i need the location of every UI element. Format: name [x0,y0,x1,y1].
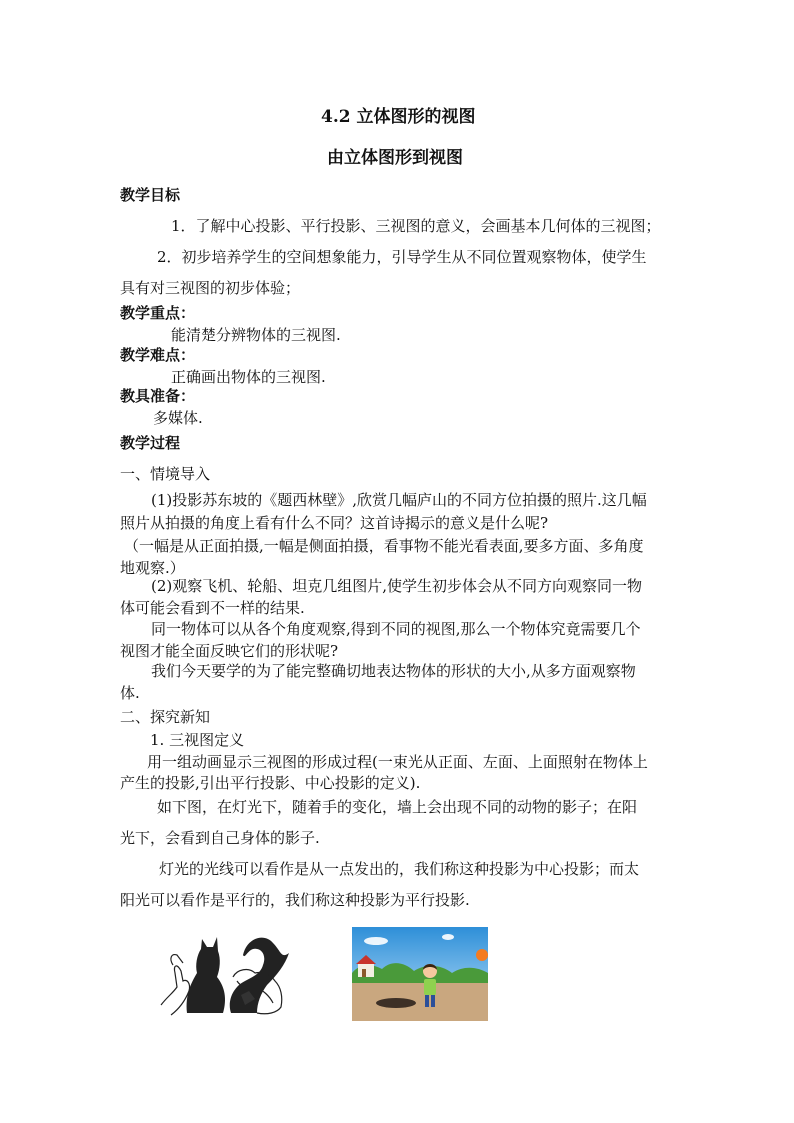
tools-text: 多媒体. [153,409,203,427]
objective-item-2: 2．初步培养学生的空间想象能力，引导学生从不同位置观察物体，使学生 [157,248,647,266]
paragraph-6-cont: 产生的投影,引出平行投影、中心投影的定义). [120,774,421,792]
paragraph-4: 同一物体可以从各个角度观察,得到不同的视图,那么一个物体究竟需要几个 [151,620,641,638]
paragraph-5: 我们今天要学的为了能完整确切地表达物体的形状的大小,从多方面观察物 [151,662,636,680]
objectives-heading: 教学目标 [120,186,181,204]
paragraph-3: (2)观察飞机、轮船、坦克几组图片,使学生初步体会从不同方向观察同一物 [151,577,643,595]
key-point-heading: 教学重点： [120,304,196,322]
section-2-heading: 二、探究新知 [120,708,211,726]
page-title: 4.2 立体图形的视图 [321,107,476,127]
paragraph-3-cont: 体可能会看到不一样的结果. [120,599,305,617]
paragraph-8-cont: 阳光可以看作是平行的，我们称这种投影为平行投影. [120,891,470,909]
difficulty-text: 正确画出物体的三视图. [171,368,326,386]
process-heading: 教学过程 [120,434,181,452]
hand-shadow-illustration [157,925,297,1017]
subsection-1-heading: 1. 三视图定义 [150,731,245,749]
sunlight-shadow-illustration [352,927,488,1021]
objective-item-2-cont: 具有对三视图的初步体验； [120,279,301,297]
difficulty-heading: 教学难点： [120,346,196,364]
paragraph-2: （一幅是从正面拍摄,一幅是侧面拍摄，看事物不能光看表面,要多方面、多角度 [124,537,644,555]
page-subtitle: 由立体图形到视图 [327,148,463,168]
paragraph-2-cont: 地观察.） [120,559,185,577]
paragraph-7-cont: 光下，会看到自己身体的影子. [120,829,320,847]
objective-item-1: 1．了解中心投影、平行投影、三视图的意义，会画基本几何体的三视图； [171,217,661,235]
tools-heading: 教具准备： [120,387,196,405]
paragraph-6: 用一组动画显示三视图的形成过程(一束光从正面、左面、上面照射在物体上 [147,753,648,771]
paragraph-4-cont: 视图才能全面反映它们的形状呢? [120,642,339,660]
section-1-heading: 一、情境导入 [120,465,211,483]
paragraph-7: 如下图，在灯光下，随着手的变化，墙上会出现不同的动物的影子；在阳 [157,798,638,816]
paragraph-5-cont: 体. [120,684,140,702]
paragraph-1-cont: 照片从拍摄的角度上看有什么不同？这首诗揭示的意义是什么呢? [120,514,549,532]
paragraph-1: (1)投影苏东坡的《题西林壁》,欣赏几幅庐山的不同方位拍摄的照片.这几幅 [151,491,647,509]
paragraph-8: 灯光的光线可以看作是从一点发出的，我们称这种投影为中心投影；而太 [159,860,640,878]
key-point-text: 能清楚分辨物体的三视图. [171,326,341,344]
